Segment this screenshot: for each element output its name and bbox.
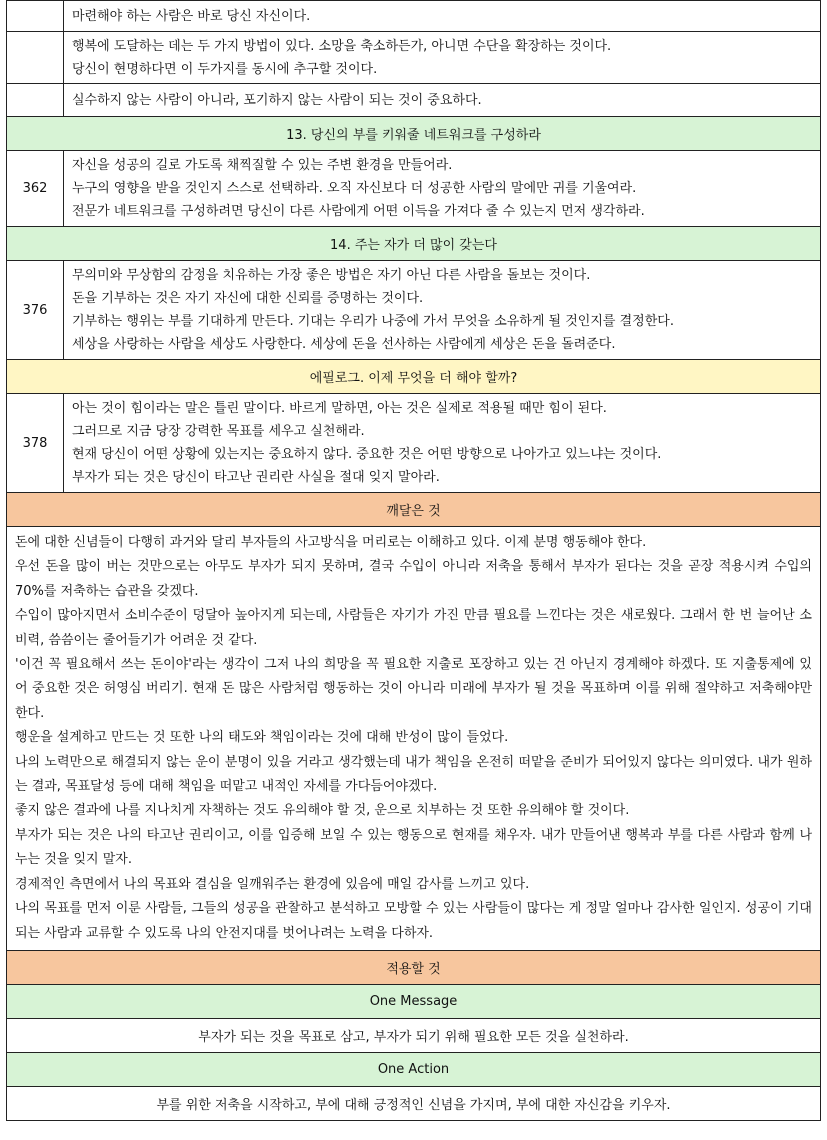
note-cell <box>64 84 821 117</box>
reflection-title: 깨달은 것 <box>7 493 821 527</box>
note-line: 누구의 영향을 받을 것인지 스스로 선택하라. 오직 자신보다 더 성공한 사람의 말에만 귀를 기울여라. <box>72 181 637 196</box>
note-line: 실수하지 않는 사람이 아니라, 포기하지 않는 사람이 되는 것이 중요하다. <box>72 92 482 108</box>
page-number-cell: 362 <box>7 151 64 227</box>
table-row <box>7 1018 821 1052</box>
one-message-label: One Message <box>7 984 821 1018</box>
table-row <box>7 32 821 84</box>
reflection-paragraph: 우선 돈을 많이 버는 것만으로는 아무도 부자가 되지 못하며, 결국 수입이 아니라 저축을 통해서 부자가 된다는 것을 곧장 적용시켜 수입의 70%를 저축하는 습관을 갖겠다. <box>15 559 812 599</box>
reflection-paragraph: 돈에 대한 신념들이 다행히 과거와 달리 부자들의 사고방식을 머리로는 이해하고 있다. 이제 분명 행동해야 한다. <box>15 535 647 550</box>
note-line: 기부하는 행위는 부를 기대하게 만든다. 기대는 우리가 나중에 가서 무엇을 소유하게 될 것인지를 결정한다. <box>72 314 674 329</box>
table-row <box>7 1086 821 1120</box>
note-line: 행복에 도달하는 데는 두 가지 방법이 있다. 소망을 축소하든가, 아니면 수단을 확장하는 것이다. <box>72 38 612 54</box>
summary-table <box>6 0 821 1121</box>
reflection-body <box>7 527 821 951</box>
reflection-paragraph: 나의 목표를 먼저 이룬 사람들, 그들의 성공을 관찰하고 분석하고 모방할 수 있는 사람들이 많다는 게 정말 얼마나 감사한 일인지. 성공이 기대되는 사람과 교류할 수 있도록 나의 안전지대를 벗어나려는 노력을 다하자. <box>15 901 812 941</box>
table-row <box>7 84 821 117</box>
apply-title: 적용할 것 <box>7 950 821 984</box>
page-number-cell <box>7 32 64 84</box>
table-row <box>7 261 821 360</box>
reflection-paragraph: 수입이 많아지면서 소비수준이 덩달아 높아지게 되는데, 사람들은 자기가 가진 만큼 필요를 느낀다는 것은 새로웠다. 그래서 한 번 늘어난 소비력, 씀씀이는 줄어들기가 어려운 것 같다. <box>15 608 812 648</box>
section-header-row <box>7 950 821 984</box>
note-cell <box>64 32 821 84</box>
section-title: 에필로그. 이제 무엇을 더 해야 할까? <box>7 360 821 394</box>
note-line: 마련해야 하는 사람은 바로 당신 자신이다. <box>72 8 311 24</box>
note-line: 그러므로 지금 당장 강력한 목표를 세우고 실천해라. <box>72 424 365 439</box>
section-header-row <box>7 360 821 394</box>
note-line: 무의미와 무상함의 감정을 치유하는 가장 좋은 방법은 자기 아닌 다른 사람을 돌보는 것이다. <box>72 268 591 283</box>
note-line: 당신이 현명하다면 이 두가지를 동시에 추구할 것이다. <box>72 61 378 77</box>
section-title: 13. 당신의 부를 키워줄 네트워크를 구성하라 <box>7 117 821 151</box>
section-header-row <box>7 984 821 1018</box>
page-number-cell: 378 <box>7 394 64 493</box>
note-line: 돈을 기부하는 것은 자기 자신에 대한 신뢰를 증명하는 것이다. <box>72 291 424 306</box>
reflection-paragraph: 나의 노력만으로 해결되지 않는 운이 분명이 있을 거라고 생각했는데 내가 책임을 온전히 떠맡을 준비가 되어있지 않다는 의미였다. 내가 원하는 결과, 목표달성 등에 대해 책임을 떠맡고 내적인 자세를 가다듬어야겠다. <box>15 754 812 795</box>
page-number-cell: 376 <box>7 261 64 360</box>
section-header-row <box>7 227 821 261</box>
table-row <box>7 151 821 227</box>
section-header-row <box>7 117 821 151</box>
reflection-paragraph: 경제적인 측면에서 나의 목표와 결심을 일깨워주는 환경에 있음에 매일 감사를 느끼고 있다. <box>15 876 530 892</box>
note-cell <box>64 1 821 32</box>
table-row <box>7 394 821 493</box>
one-action-label: One Action <box>7 1052 821 1086</box>
note-line: 자신을 성공의 길로 가도록 채찍질할 수 있는 주변 환경을 만들어라. <box>72 158 453 173</box>
note-line: 전문가 네트워크를 구성하려면 당신이 다른 사람에게 어떤 이득을 가져다 줄 수 있는지 먼저 생각하라. <box>72 204 645 219</box>
section-header-row <box>7 493 821 527</box>
reflection-paragraph: 부자가 되는 것은 나의 타고난 권리이고, 이를 입증해 보일 수 있는 행동으로 현재를 채우자. 내가 만들어낸 행복과 부를 다른 사람과 함께 나누는 것을 잊지 말자. <box>15 827 812 868</box>
section-title: 14. 주는 자가 더 많이 갖는다 <box>7 227 821 261</box>
one-message-text: 부자가 되는 것을 목표로 삼고, 부자가 되기 위해 필요한 모든 것을 실천하라. <box>7 1018 821 1052</box>
note-cell <box>64 394 821 493</box>
note-line: 아는 것이 힘이라는 말은 틀린 말이다. 바르게 말하면, 아는 것은 실제로 적용될 때만 힘이 된다. <box>72 401 607 416</box>
table-row <box>7 1 821 32</box>
one-action-text: 부를 위한 저축을 시작하고, 부에 대해 긍정적인 신념을 가지며, 부에 대한 자신감을 키우자. <box>7 1086 821 1120</box>
note-cell <box>64 261 821 360</box>
reflection-paragraph: '이건 꼭 필요해서 쓰는 돈이야'라는 생각이 그저 나의 희망을 꼭 필요한 지출로 포장하고 있는 건 아닌지 경계해야 하겠다. 또 지출통제에 있어 중요한 것은 허영심 버리기. 현재 돈 많은 사람처럼 행동하는 것이 아니라 미래에 부자가 될 것을 목표하며 이를 위해 절약하고 저축해야만 한다. <box>15 657 812 721</box>
document-page <box>6 0 820 1121</box>
section-header-row <box>7 1052 821 1086</box>
note-line: 세상을 사랑하는 사람을 세상도 사랑한다. 세상에 돈을 선사하는 사람에게 세상은 돈을 돌려준다. <box>72 337 616 352</box>
reflection-paragraph: 행운을 설계하고 만드는 것 또한 나의 태도와 책임이라는 것에 대해 반성이 많이 들었다. <box>15 730 509 746</box>
note-cell <box>64 151 821 227</box>
reflection-row <box>7 527 821 951</box>
note-line: 현재 당신이 어떤 상황에 있는지는 중요하지 않다. 중요한 것은 어떤 방향으로 나아가고 있느냐는 것이다. <box>72 447 662 462</box>
page-number-cell <box>7 1 64 32</box>
note-line: 부자가 되는 것은 당신이 타고난 권리란 사실을 절대 잊지 말아라. <box>72 470 440 485</box>
reflection-paragraph: 좋지 않은 결과에 나를 지나치게 자책하는 것도 유의해야 할 것, 운으로 치부하는 것 또한 유의해야 할 것이다. <box>15 803 630 819</box>
page-number-cell <box>7 84 64 117</box>
